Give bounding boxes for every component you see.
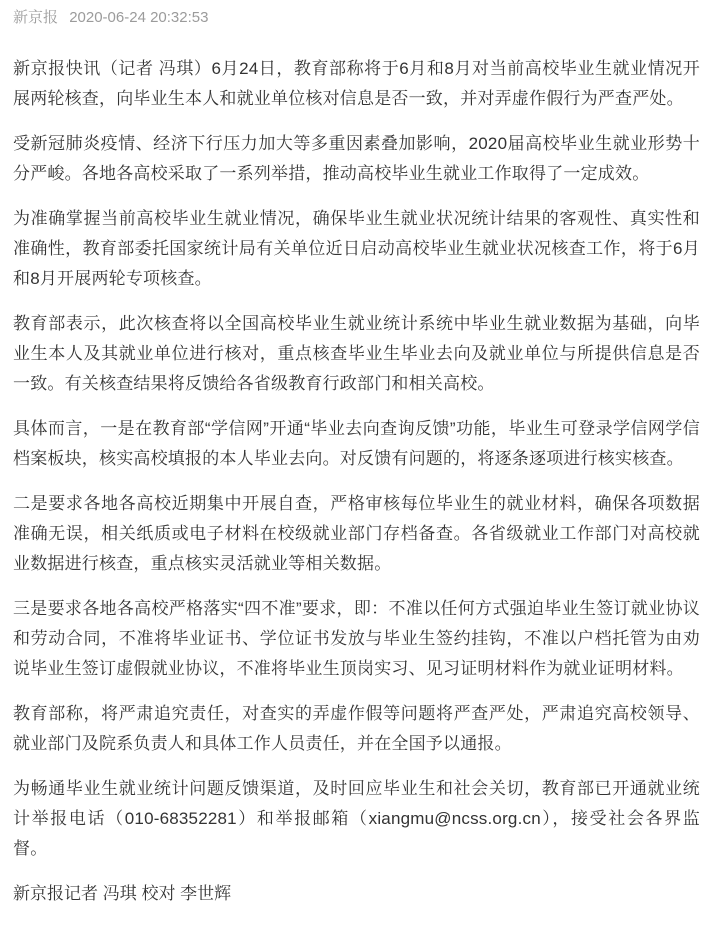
article-paragraph: 受新冠肺炎疫情、经济下行压力加大等多重因素叠加影响，2020届高校毕业生就业形势十分严峻。各地各高校采取了一系列举措，推动高校毕业生就业工作取得了一定成效。 xyxy=(13,134,700,183)
article-paragraph: 具体而言，一是在教育部“学信网”开通“毕业去向查询反馈”功能，毕业生可登录学信网学信档案板块，核实高校填报的本人毕业去向。对反馈有问题的，将逐条逐项进行核实核查。 xyxy=(13,419,700,468)
article-paragraph: 新京报快讯（记者 冯琪）6月24日，教育部称将于6月和8月对当前高校毕业生就业情况开展两轮核查，向毕业生本人和就业单位核对信息是否一致，并对弄虚作假行为严查严处。 xyxy=(13,59,700,108)
article-paragraph: 二是要求各地各高校近期集中开展自查，严格审核每位毕业生的就业材料，确保各项数据准确无误，相关纸质或电子材料在校级就业部门存档备查。各省级就业工作部门对高校就业数据进行核查，重点核实灵活就业等相关数据。 xyxy=(13,494,700,573)
article-paragraph: 教育部表示，此次核查将以全国高校毕业生就业统计系统中毕业生就业数据为基础，向毕业生本人及其就业单位进行核对，重点核查毕业生毕业去向及就业单位与所提供信息是否一致。有关核查结果将反馈给各省级教育行政部门和相关高校。 xyxy=(13,314,700,393)
article-paragraph: 教育部称，将严肃追究责任，对查实的弄虚作假等问题将严查严处，严肃追究高校领导、就业部门及院系负责人和具体工作人员责任，并在全国予以通报。 xyxy=(13,704,700,753)
source-name: 新京报 xyxy=(13,9,59,26)
article-paragraph: 三是要求各地各高校严格落实“四不准”要求，即：不准以任何方式强迫毕业生签订就业协议和劳动合同，不准将毕业证书、学位证书发放与毕业生签约挂钩，不准以户档托管为由劝说毕业生签订虚假就业协议，不准将毕业生顶岗实习、见习证明材料作为就业证明材料。 xyxy=(13,599,700,678)
article-meta xyxy=(13,9,700,27)
publish-timestamp: 2020-06-24 20:32:53 xyxy=(69,9,209,26)
article-byline: 新京报记者 冯琪 校对 李世辉 xyxy=(13,884,232,903)
article-paragraph: 为畅通毕业生就业统计问题反馈渠道，及时回应毕业生和社会关切，教育部已开通就业统计举报电话（010-68352281）和举报邮箱（xiangmu@ncss.org.cn），接受社会各界监督。 xyxy=(13,779,700,858)
article-paragraph: 为准确掌握当前高校毕业生就业情况，确保毕业生就业状况统计结果的客观性、真实性和准确性，教育部委托国家统计局有关单位近日启动高校毕业生就业状况核查工作，将于6月和8月开展两轮专项核查。 xyxy=(13,209,700,288)
